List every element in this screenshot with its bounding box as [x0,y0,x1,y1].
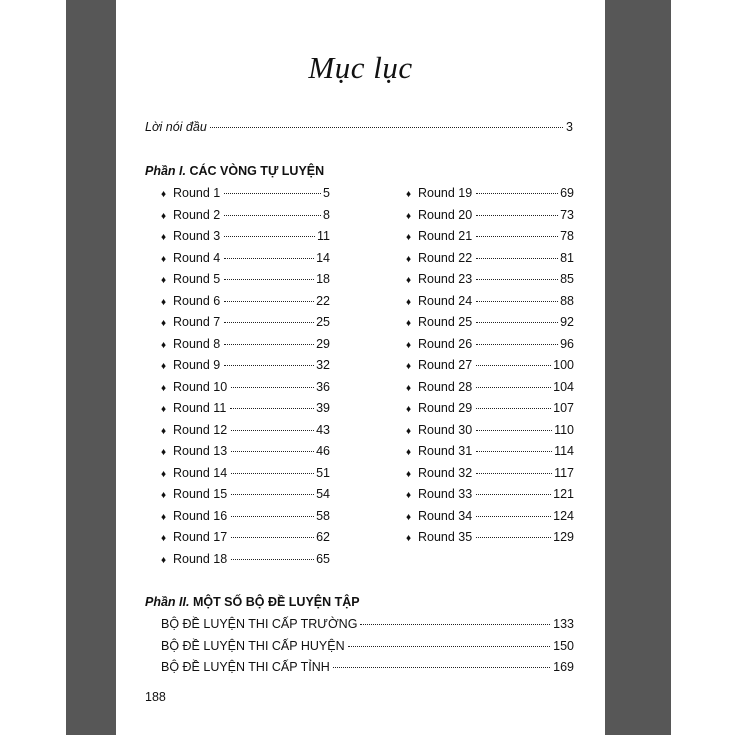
leader-dots [230,408,314,409]
leader-dots [476,301,558,302]
diamond-bullet-icon: ♦ [406,490,412,501]
round-page: 51 [316,465,330,480]
leader-dots [224,236,315,237]
round-entry[interactable] [406,509,574,523]
part2-page: 169 [553,660,574,674]
round-entry[interactable] [406,315,574,329]
round-entry[interactable] [406,272,574,286]
leader-dots [224,322,314,323]
round-entry[interactable] [161,229,330,243]
leader-dots [224,344,314,345]
round-label: Round 29 [418,401,473,415]
diamond-bullet-icon: ♦ [161,490,167,501]
round-label: Round 19 [418,186,473,200]
leader-dots [224,279,314,280]
round-entry[interactable] [161,208,330,222]
round-label: Round 18 [173,551,228,566]
round-entry[interactable] [161,466,330,480]
round-label: Round 11 [173,401,227,415]
round-label: Round 21 [418,229,473,243]
part2-entry[interactable] [161,660,574,674]
leader-dots [476,473,552,474]
diamond-bullet-icon: ♦ [161,511,167,523]
leader-dots [231,387,314,388]
leader-dots [476,193,558,194]
round-page: 121 [553,487,574,501]
round-label: Round 4 [173,250,221,265]
part2-entry[interactable] [161,617,574,631]
round-page: 8 [323,207,330,222]
round-page: 62 [316,530,330,544]
round-label: Round 8 [173,336,221,351]
round-page: 25 [316,315,330,329]
round-page: 14 [316,250,330,265]
round-label: Round 25 [418,315,473,329]
diamond-bullet-icon: ♦ [406,232,412,243]
leader-dots [333,667,550,668]
leader-dots [476,258,558,259]
leader-dots [224,193,321,194]
round-entry[interactable] [406,530,574,544]
book-page [116,0,605,735]
diamond-bullet-icon: ♦ [161,210,167,222]
round-entry[interactable] [406,208,574,222]
round-entry[interactable] [161,509,330,523]
part1-prefix: Phần I. [145,164,186,178]
preface-entry[interactable] [145,120,573,134]
round-page: 58 [316,508,330,523]
round-label: Round 16 [173,508,228,523]
round-page: 22 [316,293,330,308]
round-page: 85 [560,272,574,286]
leader-dots [476,537,551,538]
round-page: 104 [553,379,574,394]
round-page: 96 [560,336,574,351]
diamond-bullet-icon: ♦ [406,189,412,200]
round-label: Round 20 [418,207,473,222]
diamond-bullet-icon: ♦ [406,533,412,544]
diamond-bullet-icon: ♦ [161,232,167,243]
round-page: 81 [560,250,574,265]
diamond-bullet-icon: ♦ [161,339,167,351]
diamond-bullet-icon: ♦ [406,425,412,437]
round-entry[interactable] [161,530,330,544]
round-label: Round 14 [173,465,228,480]
round-entry[interactable] [161,380,330,394]
round-entry[interactable] [406,358,574,372]
diamond-bullet-icon: ♦ [406,339,412,351]
leader-dots [224,365,314,366]
leader-dots [224,258,314,259]
part1-heading [145,164,324,178]
round-label: Round 31 [418,444,473,458]
round-entry[interactable] [161,358,330,372]
diamond-bullet-icon: ♦ [161,404,167,415]
diamond-bullet-icon: ♦ [161,468,167,480]
round-entry[interactable] [161,423,330,437]
round-label: Round 30 [418,422,473,437]
round-page: 69 [560,186,574,200]
leader-dots [476,344,558,345]
round-page: 65 [316,551,330,566]
round-label: Round 3 [173,229,221,243]
leader-dots [476,430,552,431]
leader-dots [476,322,558,323]
leader-dots [476,387,551,388]
round-page: 88 [560,293,574,308]
round-entry[interactable] [406,380,574,394]
round-page: 46 [316,444,330,458]
right-dark-band [605,0,671,735]
diamond-bullet-icon: ♦ [161,447,167,458]
round-page: 107 [553,401,574,415]
round-label: Round 17 [173,530,228,544]
round-page: 117 [554,465,574,480]
leader-dots [476,408,551,409]
diamond-bullet-icon: ♦ [406,296,412,308]
round-entry[interactable] [406,423,574,437]
leader-dots [360,624,550,625]
round-page: 5 [323,186,330,200]
diamond-bullet-icon: ♦ [406,511,412,523]
leader-dots [476,279,558,280]
round-label: Round 15 [173,487,228,501]
part2-label: BỘ ĐỀ LUYỆN THI CẤP TRƯỜNG [161,617,358,631]
round-label: Round 12 [173,422,228,437]
leader-dots [231,516,314,517]
round-page: 18 [316,272,330,286]
round-label: Round 23 [418,272,473,286]
round-entry[interactable] [406,294,574,308]
round-entry[interactable] [406,487,574,501]
round-page: 110 [554,422,574,437]
diamond-bullet-icon: ♦ [406,275,412,286]
part2-page: 133 [553,617,574,631]
round-page: 11 [317,229,330,243]
round-page: 73 [560,207,574,222]
round-page: 129 [553,530,574,544]
part2-label: BỘ ĐỀ LUYỆN THI CẤP HUYỆN [161,638,345,653]
round-entry[interactable] [161,272,330,286]
leader-dots [224,215,321,216]
round-entry[interactable] [161,487,330,501]
round-label: Round 24 [418,293,473,308]
round-page: 100 [553,358,574,372]
diamond-bullet-icon: ♦ [406,318,412,329]
diamond-bullet-icon: ♦ [406,447,412,458]
round-label: Round 26 [418,336,473,351]
round-label: Round 34 [418,508,473,523]
round-entry[interactable] [406,337,574,351]
diamond-bullet-icon: ♦ [406,382,412,394]
round-label: Round 1 [173,186,221,200]
round-entry[interactable] [406,251,574,265]
round-label: Round 7 [173,315,221,329]
diamond-bullet-icon: ♦ [161,382,167,394]
round-page: 54 [316,487,330,501]
round-page: 78 [560,229,574,243]
part2-title: MỘT SỐ BỘ ĐỀ LUYỆN TẬP [192,595,360,609]
leader-dots [476,516,551,517]
diamond-bullet-icon: ♦ [161,318,167,329]
round-label: Round 6 [173,293,221,308]
leader-dots [231,559,314,560]
round-label: Round 10 [173,379,228,394]
round-label: Round 35 [418,530,473,544]
round-entry[interactable] [161,552,330,566]
leader-dots [476,451,552,452]
footer-page-number: 188 [145,690,166,704]
round-label: Round 33 [418,487,473,501]
part2-heading [145,595,360,609]
round-page: 29 [316,336,330,351]
diamond-bullet-icon: ♦ [161,189,167,200]
round-entry[interactable] [161,444,330,458]
round-entry[interactable] [406,186,574,200]
diamond-bullet-icon: ♦ [406,468,412,480]
round-label: Round 32 [418,465,473,480]
diamond-bullet-icon: ♦ [161,275,167,286]
diamond-bullet-icon: ♦ [406,361,412,372]
diamond-bullet-icon: ♦ [161,425,167,437]
leader-dots [224,301,314,302]
diamond-bullet-icon: ♦ [406,253,412,265]
leader-dots [231,537,314,538]
leader-dots [231,451,314,452]
round-entry[interactable] [161,401,330,415]
round-page: 39 [316,401,330,415]
leader-dots [348,646,551,647]
leader-dots [231,494,314,495]
round-page: 124 [553,508,574,523]
part2-page: 150 [553,638,574,653]
part1-title: CÁC VÒNG TỰ LUYỆN [189,164,325,178]
diamond-bullet-icon: ♦ [161,533,167,544]
leader-dots [476,365,551,366]
round-entry[interactable] [161,186,330,200]
round-page: 36 [316,379,330,394]
diamond-bullet-icon: ♦ [406,210,412,222]
diamond-bullet-icon: ♦ [161,296,167,308]
round-label: Round 5 [173,272,221,286]
round-label: Round 22 [418,250,473,265]
round-page: 92 [560,315,574,329]
round-label: Round 27 [418,358,473,372]
leader-dots [476,494,551,495]
round-entry[interactable] [161,251,330,265]
preface-page: 3 [566,120,573,134]
round-entry[interactable] [406,444,574,458]
round-page: 43 [316,422,330,437]
diamond-bullet-icon: ♦ [406,404,412,415]
leader-dots [231,473,314,474]
diamond-bullet-icon: ♦ [161,361,167,372]
part2-prefix: Phần II. [145,595,190,609]
page-title: Mục lục [308,50,413,85]
round-label: Round 2 [173,207,221,222]
round-page: 32 [316,358,330,372]
diamond-bullet-icon: ♦ [161,253,167,265]
round-page: 114 [554,444,574,458]
leader-dots [210,127,563,128]
round-entry[interactable] [161,315,330,329]
part2-label: BỘ ĐỀ LUYỆN THI CẤP TỈNH [161,660,330,674]
part2-entry[interactable] [161,639,574,653]
preface-label: Lời nói đầu [145,120,207,134]
leader-dots [476,236,558,237]
round-entry[interactable] [406,229,574,243]
round-label: Round 28 [418,379,473,394]
round-entry[interactable] [161,337,330,351]
round-entry[interactable] [406,466,574,480]
round-entry[interactable] [161,294,330,308]
round-label: Round 9 [173,358,221,372]
left-dark-band [66,0,116,735]
diamond-bullet-icon: ♦ [161,554,167,566]
round-entry[interactable] [406,401,574,415]
round-label: Round 13 [173,444,228,458]
leader-dots [476,215,558,216]
leader-dots [231,430,314,431]
